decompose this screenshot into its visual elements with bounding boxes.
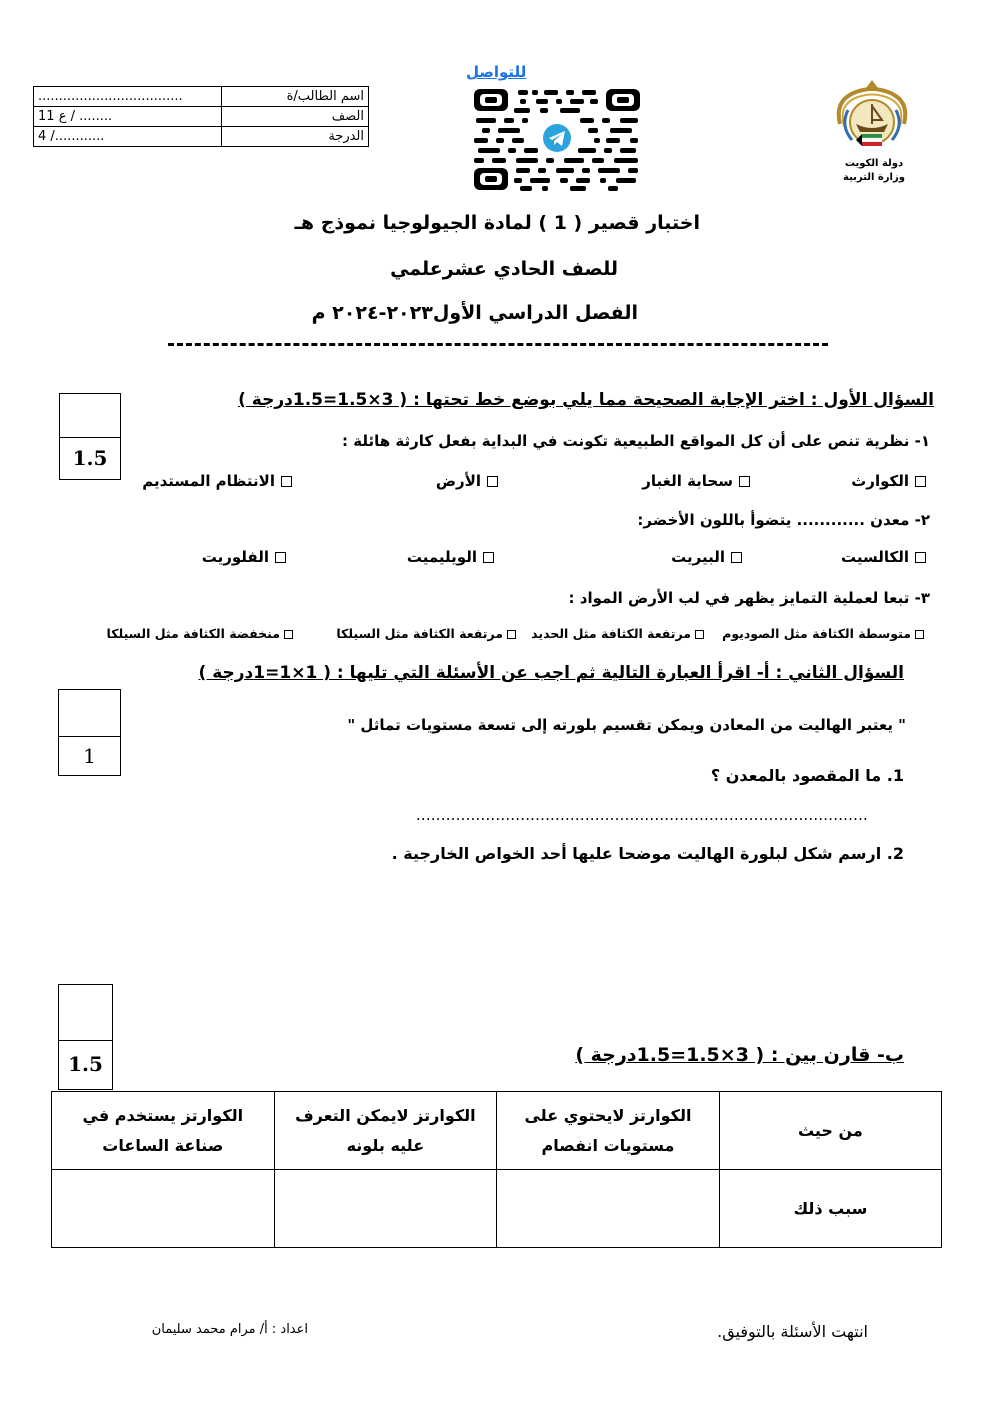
q1-item2-option3[interactable] [407,548,494,566]
student-class-label: الصف [222,107,369,127]
comparison-answer-row [52,1170,942,1248]
q1-heading: السؤال الأول : اختر الإجابة الصحيحة مما يلي بوضع خط تحتها : ( 3×1.5=1.5درجة ) [238,390,934,410]
q2b-score-value: 1.5 [68,1052,103,1076]
page-title: اختبار قصير ( 1 ) لمادة الجيولوجيا نموذج هـ [294,212,700,234]
q1-item3-option1[interactable] [722,626,924,641]
option-label: سحابة الغبار [642,472,733,490]
page-term: الفصل الدراسي الأول٢٠٢٣-٢٠٢٤ م [311,302,638,324]
q2-score-box [58,689,121,776]
checkbox-icon[interactable] [915,552,926,563]
q2-heading: السؤال الثاني : أ- اقرأ العبارة التالية ثم اجب عن الأسئلة التي تليها : ( 1×1=1درجة ) [198,663,904,683]
checkbox-icon[interactable] [275,552,286,563]
q2b-score-empty[interactable] [59,985,112,1041]
logo-text-country: دولة الكويت [844,158,904,169]
checkbox-icon[interactable] [731,552,742,563]
q1-score-empty[interactable] [60,394,120,438]
q1-item1-text: ١- نظرية تنص على أن كل المواقع الطبيعية تكونت في البداية بفعل كارثة هائلة : [342,432,930,450]
comparison-reason-label: سبب ذلك [719,1170,941,1248]
option-label: مرتفعة الكثافة مثل الحديد [531,626,691,641]
q1-item3-option4[interactable] [107,626,293,641]
q1-item2-text: ٢- معدن ............ يتضوأ باللون الأخضر: [637,511,930,529]
option-label: الويليميت [406,548,477,566]
ministry-logo-icon [826,80,918,190]
q2b-heading: ب- قارن بين : ( 3×1.5=1.5درجة ) [575,1044,904,1066]
checkbox-icon[interactable] [915,476,926,487]
separator [168,343,828,346]
q1-item1-option2[interactable] [642,472,750,490]
end-note: انتهت الأسئلة بالتوفيق. [717,1322,868,1341]
author-credit: اعداد : أ/ مرام محمد سليمان [151,1322,308,1337]
qr-code-icon[interactable] [470,86,644,194]
student-info-table [33,86,369,147]
comparison-header-cell: الكوارتز لايحتوي على مستويات انفصام [497,1092,720,1170]
student-grade-row [34,127,369,147]
student-grade-value[interactable]: 4 /............ [34,127,222,147]
page-subtitle: للصف الحادي عشرعلمي [390,258,618,280]
checkbox-icon[interactable] [915,630,924,639]
student-name-label: اسم الطالب/ة [222,87,369,107]
q1-item3-option2[interactable] [531,626,704,641]
q1-score-box [59,393,121,480]
q2b-score-box [58,984,113,1090]
comparison-answer-cell[interactable] [274,1170,497,1248]
q2-score-empty[interactable] [59,690,120,737]
student-class-row [34,107,369,127]
comparison-answer-cell[interactable] [497,1170,720,1248]
q1-item1-option3[interactable] [436,472,498,490]
option-label: الكوارث [851,472,909,490]
q1-item2-option2[interactable] [671,548,742,566]
q2-answer-line[interactable]: ........................................................................................... [415,806,868,824]
q1-item1-option1[interactable] [851,472,926,490]
q1-item2-option4[interactable] [202,548,286,566]
contact-link[interactable]: للتواصل [466,63,527,81]
student-name-row [34,87,369,107]
student-name-value[interactable]: ................................... [34,87,222,107]
option-label: مرتفعة الكثافة مثل السيلكا [336,626,503,641]
q1-item3-option3[interactable] [336,626,516,641]
q1-item1-option4[interactable] [142,472,292,490]
q1-item3-text: ٣- تبعا لعملية التمايز يظهر في لب الأرض المواد : [568,589,930,607]
q1-item2-option1[interactable] [841,548,926,566]
option-label: منخفضة الكثافة مثل السيلكا [106,626,280,641]
q2-statement: " يعتبر الهاليت من المعادن ويمكن تقسيم بلورته إلى تسعة مستويات تماثل " [347,716,906,734]
option-label: الانتظام المستديم [142,472,275,490]
student-grade-label: الدرجة [222,127,369,147]
checkbox-icon[interactable] [739,476,750,487]
option-label: الكالسيت [840,548,909,566]
comparison-answer-cell[interactable] [52,1170,275,1248]
option-label: الأرض [435,472,481,490]
checkbox-icon[interactable] [483,552,494,563]
checkbox-icon[interactable] [284,630,293,639]
q1-score-value: 1.5 [72,446,108,470]
comparison-table [51,1091,942,1248]
option-label: البيريت [671,548,725,566]
option-label: الفلوريت [201,548,269,566]
q2-score-value: 1 [83,744,96,768]
comparison-header-cell: الكوارتز يستخدم في صناعة الساعات [52,1092,275,1170]
option-label: متوسطة الكثافة مثل الصوديوم [722,626,911,641]
q2-sub1: 1. ما المقصود بالمعدن ؟ [710,766,904,785]
comparison-header-row [52,1092,942,1170]
logo-text-ministry: وزارة التربية [843,172,905,183]
comparison-criterion-header: من حيث [719,1092,941,1170]
checkbox-icon[interactable] [487,476,498,487]
checkbox-icon[interactable] [695,630,704,639]
q2-sub2: 2. ارسم شكل لبلورة الهاليت موضحا عليها أحد الخواص الخارجية . [391,844,904,863]
checkbox-icon[interactable] [507,630,516,639]
student-class-value[interactable]: 11 ع / ........ [34,107,222,127]
comparison-header-cell: الكوارتز لايمكن التعرف عليه بلونه [274,1092,497,1170]
checkbox-icon[interactable] [281,476,292,487]
